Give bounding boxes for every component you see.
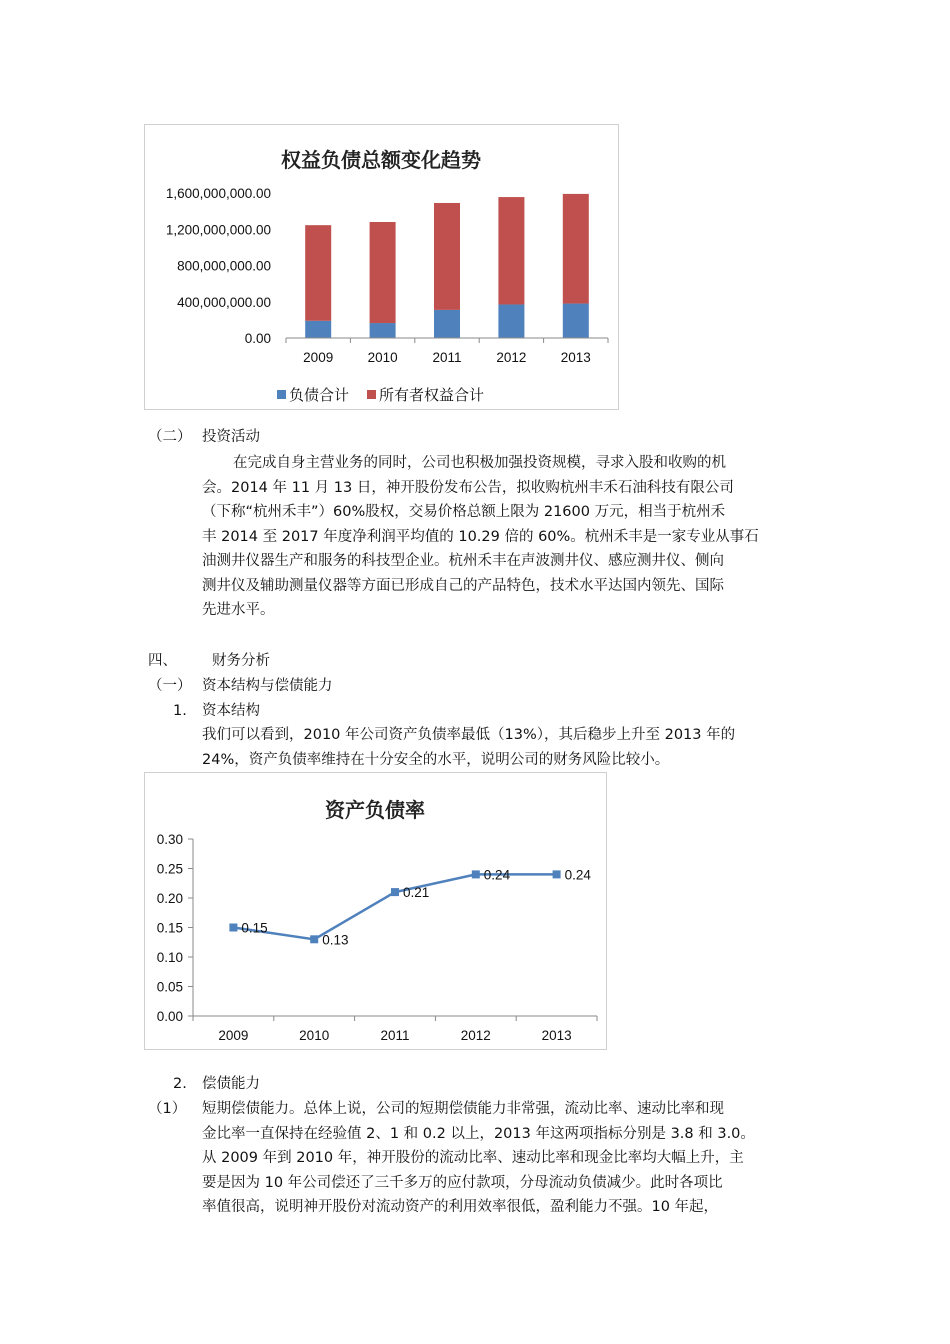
short-term-solvency-paragraph xyxy=(202,1097,755,1220)
paragraph-line: 先进水平。 xyxy=(202,602,275,618)
x-tick-label: 2010 xyxy=(299,1028,330,1043)
bar-debt-2012 xyxy=(498,304,524,338)
paragraph-line: 油测井仪器生产和服务的科技型企业。杭州禾丰在声波测井仪、感应测井仪、侧向 xyxy=(202,553,724,569)
x-tick-label: 2013 xyxy=(541,1028,572,1043)
legend-label-debt: 负债合计 xyxy=(289,387,350,404)
data-label: 0.24 xyxy=(483,867,511,883)
bar-equity-2012 xyxy=(498,197,524,304)
legend-swatch-debt xyxy=(277,390,286,399)
legend-label-equity: 所有者权益合计 xyxy=(379,387,485,404)
capital-structure-paragraph xyxy=(202,723,735,772)
data-label: 0.15 xyxy=(241,920,268,936)
investment-paragraph xyxy=(202,451,759,623)
bar-debt-2011 xyxy=(434,310,460,338)
section-heading: 资本结构与偿债能力 xyxy=(202,678,333,694)
y-tick-label: 400,000,000.00 xyxy=(177,294,271,310)
paragraph-line: 我们可以看到，2010 年公司资产负债率最低（13%），其后稳步上升至 2013 年的 xyxy=(202,727,736,743)
paragraph-line: 金比率一直保持在经验值 2、1 和 0.2 以上，2013 年这两项指标分别是 3.8 和 3.0。 xyxy=(202,1125,755,1142)
bar-debt-2009 xyxy=(305,321,331,338)
data-label: 0.13 xyxy=(322,932,349,948)
y-tick-label: 0.00 xyxy=(156,1009,183,1024)
x-tick-label: 2009 xyxy=(218,1028,249,1043)
list-number: 2. xyxy=(173,1076,187,1092)
list-number: 1. xyxy=(173,703,187,719)
paragraph-line: 24%，资产负债率维持在十分安全的水平，说明公司的财务风险比较小。 xyxy=(202,751,670,768)
debt-ratio-chart-svg xyxy=(145,773,606,1049)
chart-title: 资产负债率 xyxy=(325,800,425,822)
y-tick-label: 800,000,000.00 xyxy=(177,258,271,274)
y-tick-label: 0.00 xyxy=(244,331,271,346)
list-number: （1） xyxy=(148,1101,187,1117)
x-tick-label: 2013 xyxy=(560,350,591,365)
y-tick-label: 0.30 xyxy=(156,832,183,847)
x-tick-label: 2009 xyxy=(303,350,334,365)
x-tick-label: 2012 xyxy=(496,350,527,365)
y-tick-label: 0.25 xyxy=(156,861,183,877)
section-number: （二） xyxy=(148,429,192,445)
data-point-2012 xyxy=(472,870,480,878)
equity-debt-chart xyxy=(144,124,619,410)
bar-equity-2009 xyxy=(305,225,331,321)
paragraph-line: 会。2014 年 11 月 13 日，神开股份发布公告，拟收购杭州丰禾石油科技有限公司 xyxy=(202,479,734,496)
section-heading: 财务分析 xyxy=(212,653,270,669)
section-number: （一） xyxy=(148,678,192,694)
data-point-2010 xyxy=(310,935,318,943)
y-tick-label: 0.15 xyxy=(156,920,183,936)
section-number: 四、 xyxy=(148,653,177,669)
y-tick-label: 1,600,000,000.00 xyxy=(165,186,271,201)
data-label: 0.21 xyxy=(403,885,430,901)
y-tick-label: 0.20 xyxy=(156,891,183,906)
subsection-heading: 资本结构 xyxy=(202,703,260,719)
section-heading: 投资活动 xyxy=(202,429,260,445)
bar-equity-2010 xyxy=(370,222,396,323)
x-tick-label: 2011 xyxy=(432,350,462,365)
paragraph-line: 在完成自身主营业务的同时，公司也积极加强投资规模，寻求入股和收购的机 xyxy=(233,455,726,471)
bar-debt-2013 xyxy=(563,304,589,338)
bar-equity-2013 xyxy=(563,194,589,304)
chart-legend xyxy=(277,386,484,404)
data-point-2013 xyxy=(553,870,561,878)
x-tick-label: 2012 xyxy=(460,1028,491,1043)
x-tick-label: 2010 xyxy=(367,350,398,365)
subsection-heading: 偿债能力 xyxy=(202,1076,260,1092)
equity-debt-chart-svg xyxy=(145,125,618,409)
paragraph-line: 测井仪及辅助测量仪器等方面已形成自己的产品特色，技术水平达国内领先、国际 xyxy=(202,577,724,594)
series-line xyxy=(233,874,556,939)
paragraph-line: 丰 2014 至 2017 年度净利润平均值的 10.29 倍的 60%。杭州禾丰是一家专业从事石 xyxy=(202,528,759,545)
chart-title: 权益负债总额变化趋势 xyxy=(281,150,481,172)
y-tick-label: 0.10 xyxy=(156,950,183,965)
paragraph-line: 要是因为 10 年公司偿还了三千多万的应付款项，分母流动负债减少。此时各项比 xyxy=(202,1174,723,1191)
data-point-2009 xyxy=(229,924,237,932)
bar-equity-2011 xyxy=(434,203,460,310)
y-tick-label: 0.05 xyxy=(156,979,183,995)
data-label: 0.24 xyxy=(564,867,591,883)
data-point-2011 xyxy=(391,888,399,896)
x-tick-label: 2011 xyxy=(380,1028,410,1043)
paragraph-line: 从 2009 年到 2010 年，神开股份的流动比率、速动比率和现金比率均大幅上升，主 xyxy=(202,1150,744,1166)
legend-swatch-equity xyxy=(367,390,376,399)
paragraph-line: 率值很高，说明神开股份对流动资产的利用效率很低，盈利能力不强。10 年起， xyxy=(202,1199,719,1215)
bar-debt-2010 xyxy=(370,323,396,338)
paragraph-line: 短期偿债能力。总体上说，公司的短期偿债能力非常强，流动比率、速动比率和现 xyxy=(202,1101,724,1117)
debt-ratio-chart xyxy=(144,772,607,1050)
paragraph-line: （下称“杭州禾丰”）60%股权，交易价格总额上限为 21600 万元，相当于杭州禾 xyxy=(202,504,726,520)
y-tick-label: 1,200,000,000.00 xyxy=(165,222,271,238)
